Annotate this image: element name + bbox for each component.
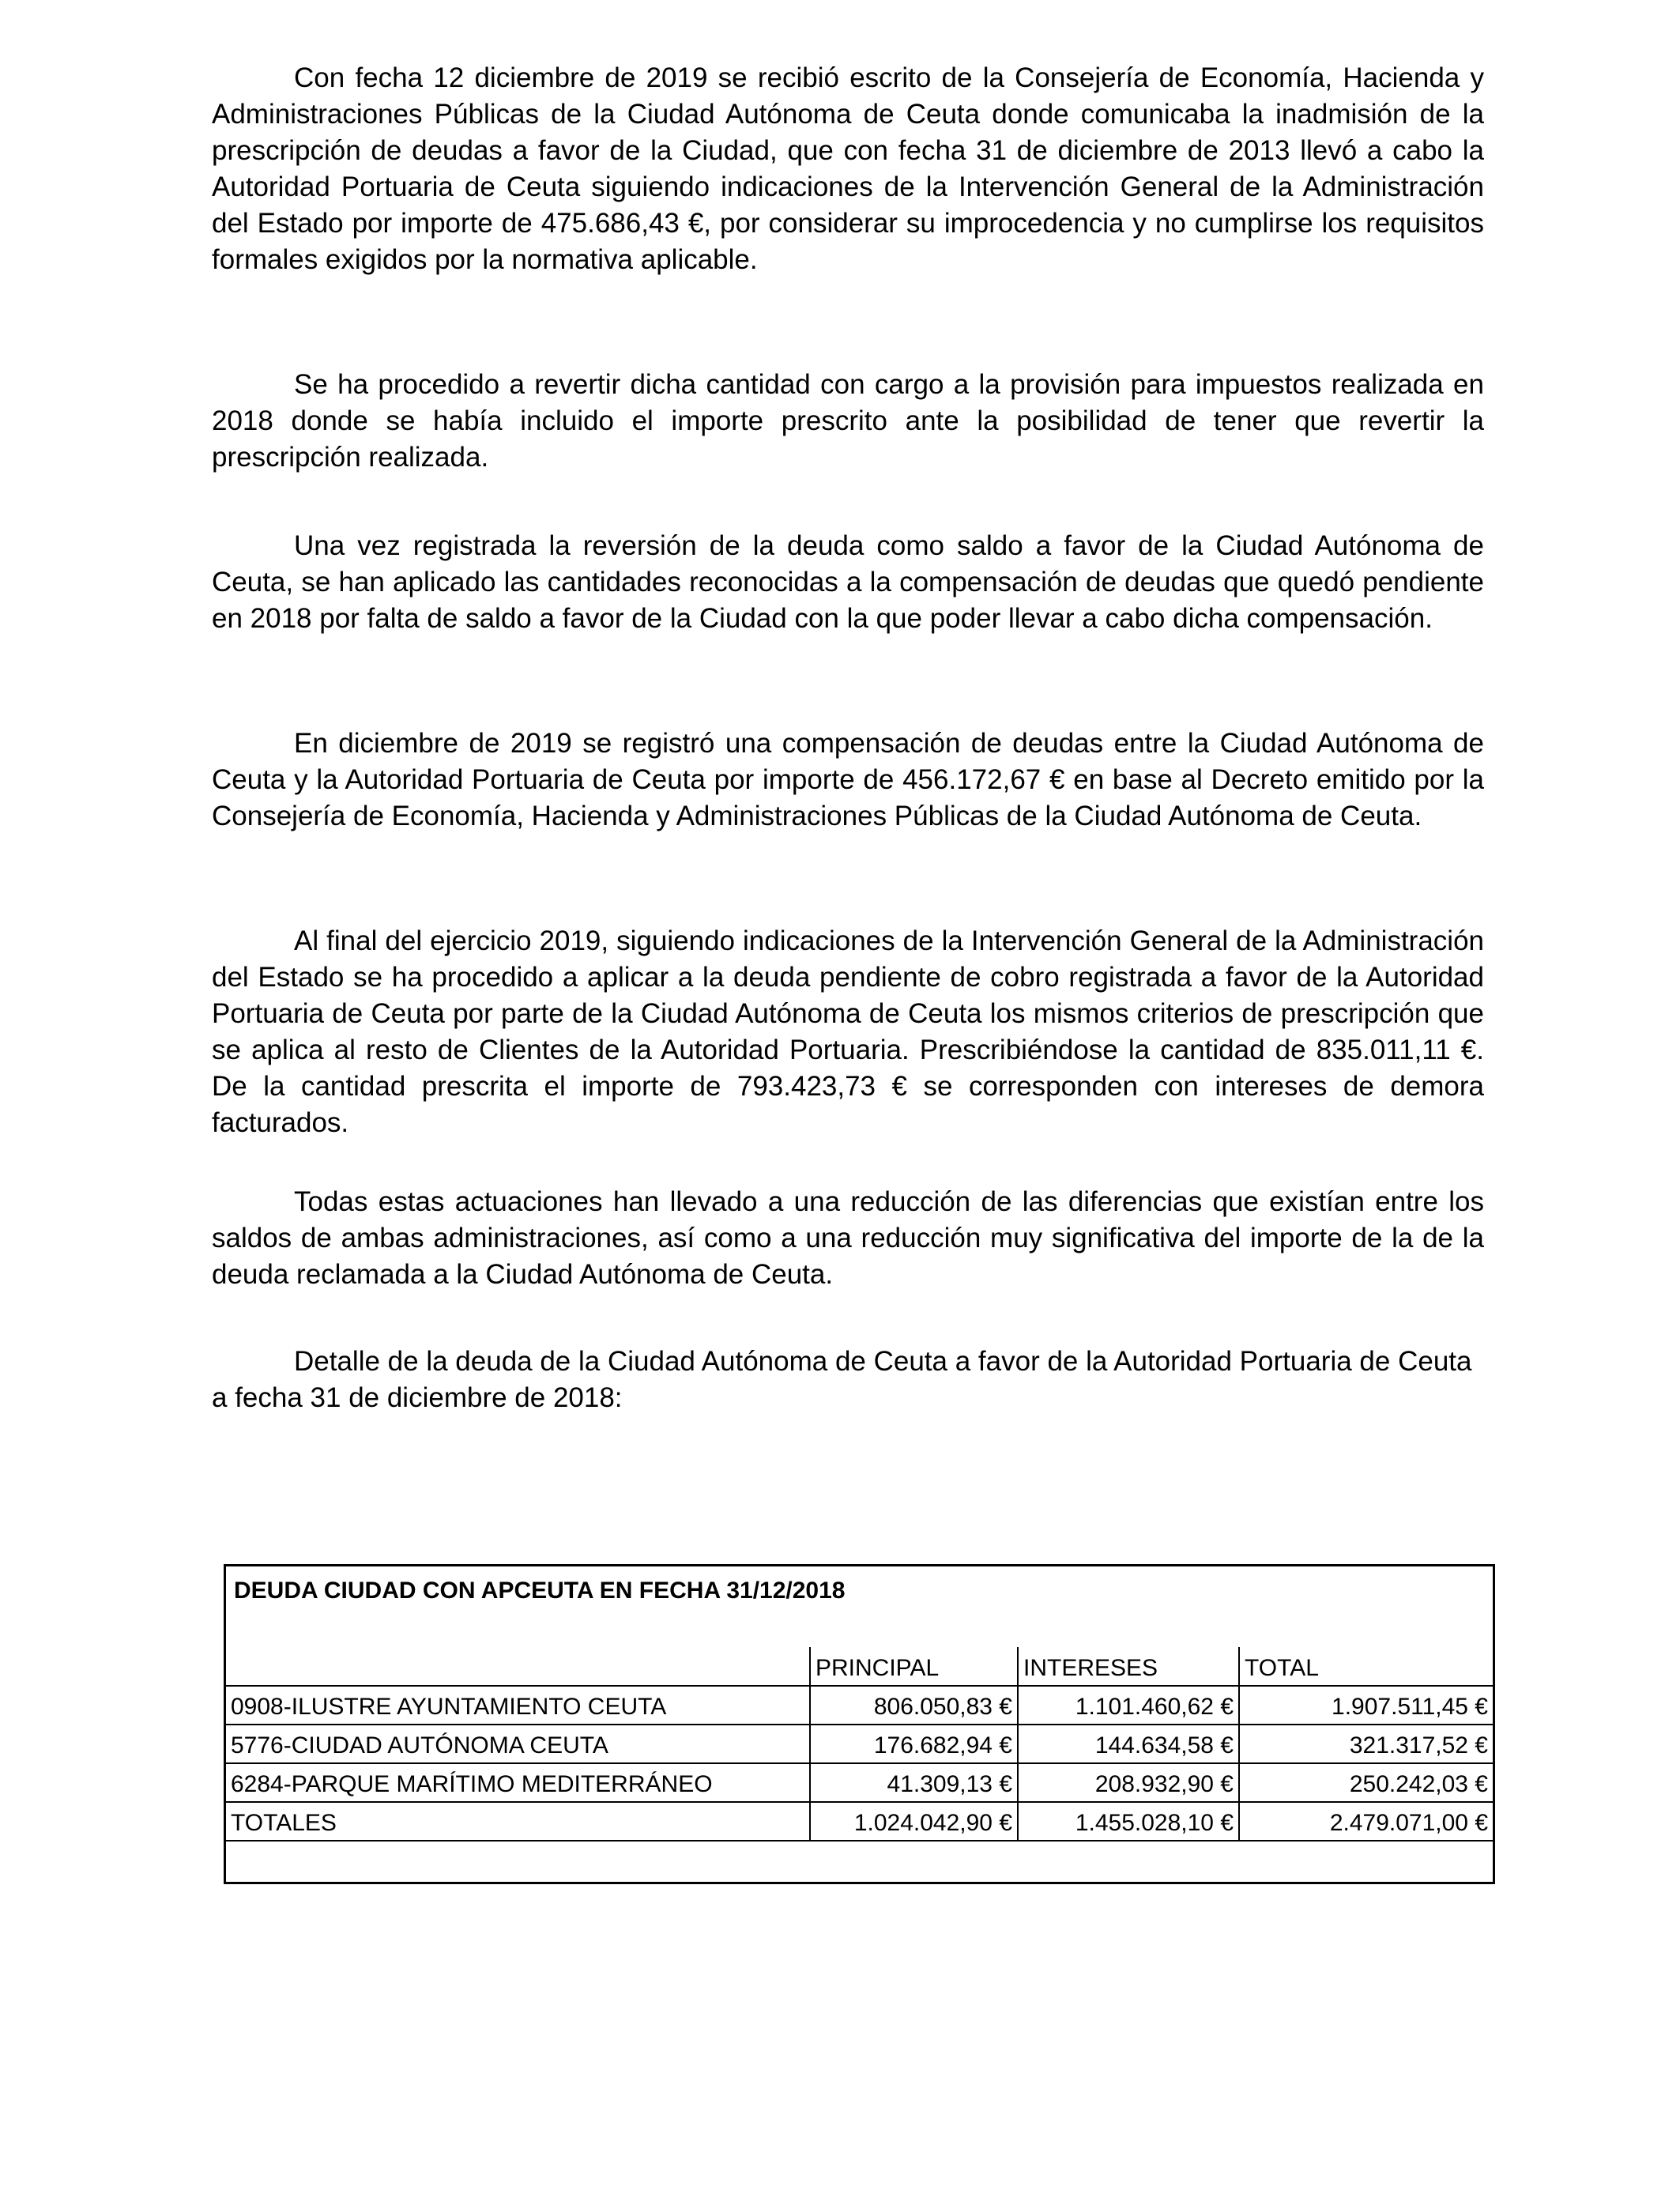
table-row: [226, 1686, 1493, 1725]
header-cell-total: TOTAL: [1239, 1647, 1493, 1686]
table-empty-row: [226, 1841, 1493, 1880]
header-cell-intereses: INTERESES: [1018, 1647, 1239, 1686]
cell-total: 2.479.071,00 €: [1239, 1802, 1493, 1841]
table-header-row: [226, 1647, 1493, 1686]
cell-principal: 806.050,83 €: [810, 1686, 1018, 1725]
cell-intereses: 1.455.028,10 €: [1018, 1802, 1239, 1841]
paragraph-prescripcion: Al final del ejercicio 2019, siguiendo indicaciones de la Intervención General de la Administración del Estado se ha procedido a aplicar a la deuda pendiente de cobro registrada a favor de la Autoridad Portuaria de Ceuta por parte de la Ciudad Autónoma de Ceuta los mismos criterios de prescripción que se aplica al resto de Clientes de la Autoridad Portuaria. Prescribiéndose la cantidad de 835.011,11 €. De la cantidad prescrita el importe de 793.423,73 € se corresponden con intereses de demora facturados.: [212, 925, 1484, 1138]
row-label: 5776-CIUDAD AUTÓNOMA CEUTA: [226, 1725, 810, 1763]
table-row-totals: [226, 1802, 1493, 1841]
paragraph-inadmision: Con fecha 12 diciembre de 2019 se recibió escrito de la Consejería de Economía, Hacienda y Administraciones Públicas de la Ciudad Autónoma de Ceuta donde comunicaba la inadmisión de la prescripción de deudas a favor de la Ciudad, que con fecha 31 de diciembre de 2013 llevó a cabo la Autoridad Portuaria de Ceuta siguiendo indicaciones de la Intervención General de la Administración del Estado por importe de 475.686,43 €, por considerar su improcedencia y no cumplirse los requisitos formales exigidos por la normativa aplicable.: [212, 62, 1484, 275]
row-label: TOTALES: [226, 1802, 810, 1841]
paragraph-reduccion-diferencias: Todas estas actuaciones han llevado a una reducción de las diferencias que existían entre los saldos de ambas administraciones, así como a una reducción muy significativa del importe de la de la deuda reclamada a la Ciudad Autónoma de Ceuta.: [212, 1186, 1484, 1290]
cell-principal: 41.309,13 €: [810, 1763, 1018, 1802]
header-cell-principal: PRINCIPAL: [810, 1647, 1018, 1686]
paragraph-compensacion-diciembre: En diciembre de 2019 se registró una compensación de deudas entre la Ciudad Autónoma de Ceuta y la Autoridad Portuaria de Ceuta por importe de 456.172,67 € en base al Decreto emitido por la Consejería de Economía, Hacienda y Administraciones Públicas de la Ciudad Autónoma de Ceuta.: [212, 728, 1484, 831]
row-label: 6284-PARQUE MARÍTIMO MEDITERRÁNEO: [226, 1763, 810, 1802]
cell-intereses: 208.932,90 €: [1018, 1763, 1239, 1802]
header-cell-label: [226, 1647, 810, 1686]
paragraph-compensacion-pendiente: Una vez registrada la reversión de la deuda como saldo a favor de la Ciudad Autónoma de Ceuta, se han aplicado las cantidades reconocidas a la compensación de deudas que quedó pendiente en 2018 por falta de saldo a favor de la Ciudad con la que poder llevar a cabo dicha compensación.: [212, 530, 1484, 634]
cell-principal: 176.682,94 €: [810, 1725, 1018, 1763]
paragraph-detalle-deuda: Detalle de la deuda de la Ciudad Autónoma de Ceuta a favor de la Autoridad Portuaria de Ceuta a fecha 31 de diciembre de 2018:: [212, 1346, 1472, 1413]
paragraph-reversion-provision: Se ha procedido a revertir dicha cantidad con cargo a la provisión para impuestos realizada en 2018 donde se había incluido el importe prescrito ante la posibilidad de tener que revertir la prescripción realizada.: [212, 369, 1484, 473]
table-row: [226, 1725, 1493, 1763]
cell-total: 250.242,03 €: [1239, 1763, 1493, 1802]
cell-total: 321.317,52 €: [1239, 1725, 1493, 1763]
cell-principal: 1.024.042,90 €: [810, 1802, 1018, 1841]
cell-intereses: 1.101.460,62 €: [1018, 1686, 1239, 1725]
row-label: 0908-ILUSTRE AYUNTAMIENTO CEUTA: [226, 1686, 810, 1725]
debt-table-box: [224, 1564, 1495, 1884]
cell-intereses: 144.634,58 €: [1018, 1725, 1239, 1763]
cell-total: 1.907.511,45 €: [1239, 1686, 1493, 1725]
table-row: [226, 1763, 1493, 1802]
debt-table: [226, 1647, 1493, 1880]
table-title: DEUDA CIUDAD CON APCEUTA EN FECHA 31/12/2018: [234, 1578, 846, 1604]
